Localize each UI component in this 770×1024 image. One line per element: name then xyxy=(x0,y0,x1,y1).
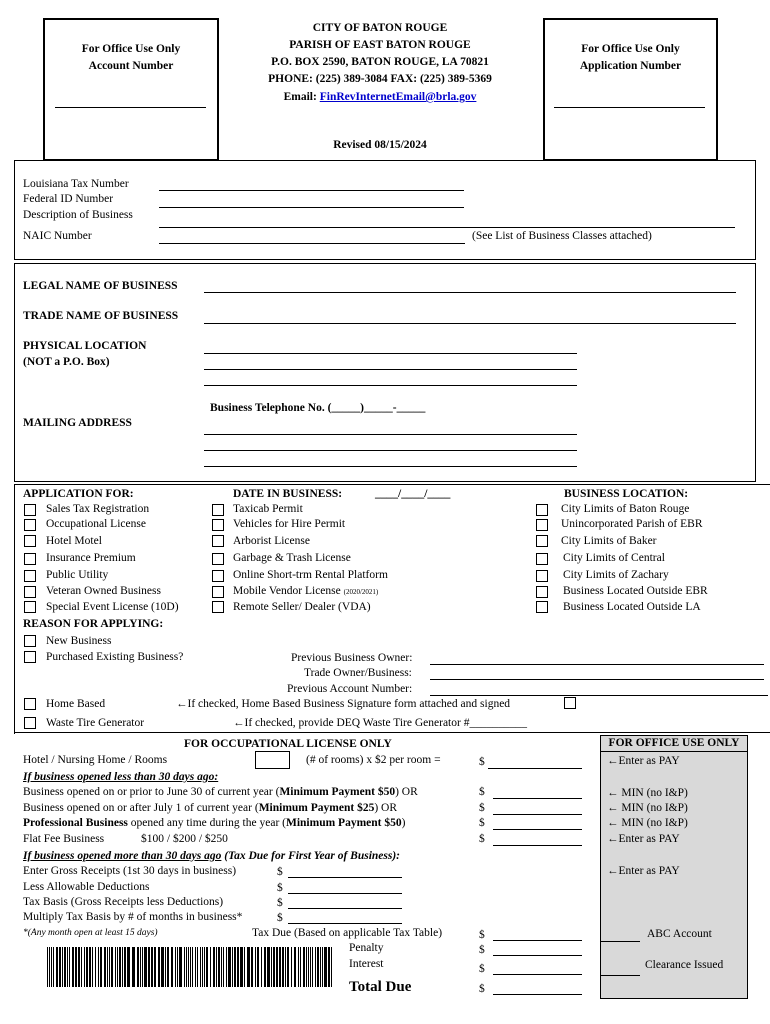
before-july-amount[interactable] xyxy=(493,798,582,799)
legal-name-label: LEGAL NAME OF BUSINESS xyxy=(23,280,178,292)
baker-label: City Limits of Baker xyxy=(561,535,657,547)
outside-ebr-label: Business Located Outside EBR xyxy=(563,585,708,597)
taxicab-checkbox[interactable] xyxy=(212,504,224,516)
central-label: City Limits of Central xyxy=(563,552,665,564)
waste-tire-label: Waste Tire Generator xyxy=(46,717,145,729)
special-event-checkbox[interactable] xyxy=(24,601,36,613)
trade-owner-label: Trade Owner/Business: xyxy=(304,667,412,679)
after-july-minimum: Minimum Payment $25 xyxy=(258,802,375,814)
gross-receipts-field[interactable] xyxy=(288,877,402,878)
naic-field[interactable] xyxy=(159,243,465,244)
federal-id-field[interactable] xyxy=(159,207,464,208)
interest-label: Interest xyxy=(349,958,384,970)
dollar-sign: $ xyxy=(479,944,485,956)
dollar-sign: $ xyxy=(479,802,485,814)
mailing-address-line-2[interactable] xyxy=(204,450,577,451)
tax-number-field[interactable] xyxy=(159,190,464,191)
hotel-motel-checkbox[interactable] xyxy=(24,535,36,547)
application-for-heading: APPLICATION FOR: xyxy=(23,488,134,500)
rooms-amount-field[interactable] xyxy=(488,768,582,769)
email-link[interactable]: FinRevInternetEmail@brla.gov xyxy=(319,91,477,103)
office-use-label: For Office Use Only xyxy=(81,43,181,55)
after-july-or: ) OR xyxy=(374,802,398,814)
taxicab-label: Taxicab Permit xyxy=(233,503,303,515)
mailing-address-line-1[interactable] xyxy=(204,434,577,435)
deductions-label: Less Allowable Deductions xyxy=(23,881,150,893)
clearance-field[interactable] xyxy=(600,975,640,976)
flat-fee-label: Flat Fee Business xyxy=(23,833,105,845)
interest-field[interactable] xyxy=(493,974,582,975)
previous-account-label: Previous Account Number: xyxy=(287,683,413,695)
before-july-text: Business opened on or prior to June 30 of current year ( xyxy=(23,786,280,798)
vehicles-for-hire-checkbox[interactable] xyxy=(212,519,224,531)
naic-label: NAIC Number xyxy=(23,230,92,242)
more-30-days-tail: (Tax Due for First Year of Business): xyxy=(221,850,400,862)
public-utility-checkbox[interactable] xyxy=(24,570,36,582)
dollar-sign: $ xyxy=(277,897,283,909)
rooms-count-field[interactable] xyxy=(255,751,290,769)
sales-tax-label: Sales Tax Registration xyxy=(46,503,150,515)
multiply-label: Multiply Tax Basis by # of months in business* xyxy=(23,911,243,923)
remote-seller-label: Remote Seller/ Dealer (VDA) xyxy=(233,601,371,613)
waste-tire-checkbox[interactable] xyxy=(24,717,36,729)
physical-location-line-3[interactable] xyxy=(204,385,577,386)
less-30-days-heading: If business opened less than 30 days ago: xyxy=(23,771,219,783)
trade-name-label: TRADE NAME OF BUSINESS xyxy=(23,310,179,322)
office-use-header-line xyxy=(600,751,747,752)
org-address: P.O. BOX 2590, BATON ROUGE, LA 70821 xyxy=(271,56,489,68)
physical-location-line-2[interactable] xyxy=(204,369,577,370)
before-july-minimum: Minimum Payment $50 xyxy=(279,786,396,798)
mobile-vendor-checkbox[interactable] xyxy=(212,586,224,598)
date-in-business-label: DATE IN BUSINESS: xyxy=(233,488,343,500)
office-note-min: ← MIN (no I&P) xyxy=(607,802,688,814)
section-divider xyxy=(14,732,770,733)
office-note-pay: ←Enter as PAY xyxy=(607,755,680,767)
central-checkbox[interactable] xyxy=(536,553,548,565)
office-note-pay: ←Enter as PAY xyxy=(607,865,680,877)
home-based-checkbox[interactable] xyxy=(24,698,36,710)
gross-receipts-label: Enter Gross Receipts (1st 30 days in business) xyxy=(23,865,237,877)
description-label: Description of Business xyxy=(23,209,133,221)
previous-owner-label: Previous Business Owner: xyxy=(291,652,413,664)
footnote: *(Any month open at least 15 days) xyxy=(23,928,158,938)
office-use-account-box xyxy=(43,18,219,161)
office-use-label: For Office Use Only xyxy=(581,43,680,55)
garbage-trash-checkbox[interactable] xyxy=(212,553,224,565)
section-left-border xyxy=(14,484,15,734)
professional-business-text: Professional Business xyxy=(23,817,128,829)
mailing-address-label: MAILING ADDRESS xyxy=(23,417,132,429)
dollar-sign: $ xyxy=(479,817,485,829)
org-name: CITY OF BATON ROUGE xyxy=(312,22,448,34)
dollar-sign: $ xyxy=(277,882,283,894)
dollar-sign: $ xyxy=(479,963,485,975)
trade-owner-field[interactable] xyxy=(430,679,764,680)
federal-id-label: Federal ID Number xyxy=(23,193,114,205)
professional-text: opened any time during the year ( xyxy=(127,817,286,829)
professional-amount[interactable] xyxy=(493,829,582,830)
account-number-field[interactable] xyxy=(55,107,206,108)
mobile-vendor-text: Mobile Vendor License xyxy=(233,585,341,597)
office-note-min: ← MIN (no I&P) xyxy=(607,817,688,829)
special-event-label: Special Event License (10D) xyxy=(46,601,179,613)
baton-rouge-label: City Limits of Baton Rouge xyxy=(561,503,690,515)
zachary-checkbox[interactable] xyxy=(536,570,548,582)
veteran-owned-checkbox[interactable] xyxy=(24,586,36,598)
outside-la-label: Business Located Outside LA xyxy=(563,601,701,613)
remote-seller-checkbox[interactable] xyxy=(212,601,224,613)
baton-rouge-checkbox[interactable] xyxy=(536,504,548,516)
professional-label xyxy=(23,816,405,830)
new-business-label: New Business xyxy=(46,635,112,647)
professional-minimum: Minimum Payment $50 xyxy=(285,817,402,829)
dollar-sign: $ xyxy=(479,786,485,798)
tax-number-label: Louisiana Tax Number xyxy=(23,178,129,190)
before-july-or: ) OR xyxy=(395,786,418,798)
zachary-label: City Limits of Zachary xyxy=(563,569,669,581)
signature-attached-checkbox[interactable] xyxy=(564,697,576,709)
baker-checkbox[interactable] xyxy=(536,535,548,547)
unincorporated-ebr-checkbox[interactable] xyxy=(536,519,548,531)
office-note-min: ← MIN (no I&P) xyxy=(607,787,688,799)
occupational-heading: FOR OCCUPATIONAL LICENSE ONLY xyxy=(184,738,392,750)
insurance-premium-label: Insurance Premium xyxy=(46,552,136,564)
purchased-business-checkbox[interactable] xyxy=(24,651,36,663)
org-email xyxy=(220,90,540,104)
new-business-checkbox[interactable] xyxy=(24,635,36,647)
unincorporated-ebr-label: Unincorporated Parish of EBR xyxy=(561,518,703,530)
section-divider xyxy=(14,484,770,485)
before-july-label xyxy=(23,785,418,799)
after-july-text: Business opened on or after July 1 of current year ( xyxy=(23,802,259,814)
physical-location-line-1[interactable] xyxy=(204,353,577,354)
deductions-field[interactable] xyxy=(288,893,402,894)
vehicles-for-hire-label: Vehicles for Hire Permit xyxy=(233,518,346,530)
more-30-days-heading xyxy=(23,849,400,863)
total-due-field[interactable] xyxy=(493,994,582,995)
previous-owner-field[interactable] xyxy=(430,664,764,665)
barcode xyxy=(47,947,336,987)
more-30-days-text: If business opened more than 30 days ago xyxy=(23,850,222,862)
mobile-vendor-label xyxy=(233,584,378,599)
tax-basis-label: Tax Basis (Gross Receipts less Deductions) xyxy=(23,896,224,908)
tax-basis-field[interactable] xyxy=(288,908,402,909)
application-number-field[interactable] xyxy=(554,107,705,108)
after-july-label xyxy=(23,801,397,815)
total-due-label: Total Due xyxy=(349,979,412,995)
business-phone-label[interactable]: Business Telephone No. (_____)_____-_____ xyxy=(210,402,426,414)
multiply-field[interactable] xyxy=(288,923,402,924)
arborist-label: Arborist License xyxy=(233,535,310,547)
hotel-rooms-label: Hotel / Nursing Home / Rooms xyxy=(23,754,168,766)
flat-fee-amounts: $100 / $200 / $250 xyxy=(141,833,228,845)
dollar-sign: $ xyxy=(479,833,485,845)
purchased-business-label: Purchased Existing Business? xyxy=(46,651,184,663)
occupational-license-label: Occupational License xyxy=(46,518,146,530)
trade-name-field[interactable] xyxy=(204,323,736,324)
mailing-address-line-3[interactable] xyxy=(204,466,577,467)
abc-account-label: ABC Account xyxy=(647,928,712,940)
garbage-trash-label: Garbage & Trash License xyxy=(233,552,351,564)
dollar-sign: $ xyxy=(479,983,485,995)
legal-name-field[interactable] xyxy=(204,292,736,293)
revised-date: Revised 08/15/2024 xyxy=(333,139,427,151)
rooms-calc-label: (# of rooms) x $2 per room = xyxy=(306,754,441,766)
reason-heading: REASON FOR APPLYING: xyxy=(23,618,164,630)
physical-location-note: (NOT a P.O. Box) xyxy=(23,356,110,368)
naic-note: (See List of Business Classes attached) xyxy=(472,230,652,242)
hotel-motel-label: Hotel Motel xyxy=(46,535,102,547)
dollar-sign: $ xyxy=(277,912,283,924)
date-in-business-field[interactable]: ____/____/____ xyxy=(375,488,451,500)
previous-account-field[interactable] xyxy=(430,695,768,696)
occupational-license-checkbox[interactable] xyxy=(24,519,36,531)
professional-close: ) xyxy=(401,817,406,829)
sales-tax-checkbox[interactable] xyxy=(24,504,36,516)
public-utility-label: Public Utility xyxy=(46,569,109,581)
business-location-heading: BUSINESS LOCATION: xyxy=(564,488,689,500)
physical-location-label: PHYSICAL LOCATION xyxy=(23,340,147,352)
dollar-sign: $ xyxy=(479,756,485,768)
tax-due-label: Tax Due (Based on applicable Tax Table) xyxy=(252,927,443,939)
office-use-application-box xyxy=(543,18,718,161)
after-july-amount[interactable] xyxy=(493,814,582,815)
penalty-label: Penalty xyxy=(349,942,384,954)
arborist-checkbox[interactable] xyxy=(212,535,224,547)
short-term-rental-label: Online Short-trm Rental Platform xyxy=(233,569,388,581)
home-based-note: ←If checked, Home Based Business Signature form attached and signed xyxy=(176,698,511,710)
outside-la-checkbox[interactable] xyxy=(536,601,548,613)
penalty-field[interactable] xyxy=(493,955,582,956)
mobile-vendor-years: (2020/2021) xyxy=(343,588,379,596)
clearance-issued-label: Clearance Issued xyxy=(645,959,724,971)
account-number-label: Account Number xyxy=(88,60,174,72)
email-label: Email: xyxy=(283,91,317,103)
home-based-label: Home Based xyxy=(46,698,106,710)
dollar-sign: $ xyxy=(277,866,283,878)
description-field[interactable] xyxy=(159,227,735,228)
office-use-heading: FOR OFFICE USE ONLY xyxy=(608,737,740,749)
office-note-pay: ←Enter as PAY xyxy=(607,833,680,845)
veteran-owned-label: Veteran Owned Business xyxy=(46,585,161,597)
org-phone-fax: PHONE: (225) 389-3084 FAX: (225) 389-5369 xyxy=(268,73,492,85)
org-parish: PARISH OF EAST BATON ROUGE xyxy=(289,39,471,51)
tax-due-field[interactable] xyxy=(493,940,582,941)
insurance-premium-checkbox[interactable] xyxy=(24,553,36,565)
waste-tire-note: ←If checked, provide DEQ Waste Tire Generator #__________ xyxy=(233,717,527,729)
dollar-sign: $ xyxy=(479,929,485,941)
short-term-rental-checkbox[interactable] xyxy=(212,570,224,582)
flat-fee-amount[interactable] xyxy=(493,845,582,846)
abc-account-field[interactable] xyxy=(600,941,640,942)
outside-ebr-checkbox[interactable] xyxy=(536,586,548,598)
application-number-label: Application Number xyxy=(579,60,682,72)
